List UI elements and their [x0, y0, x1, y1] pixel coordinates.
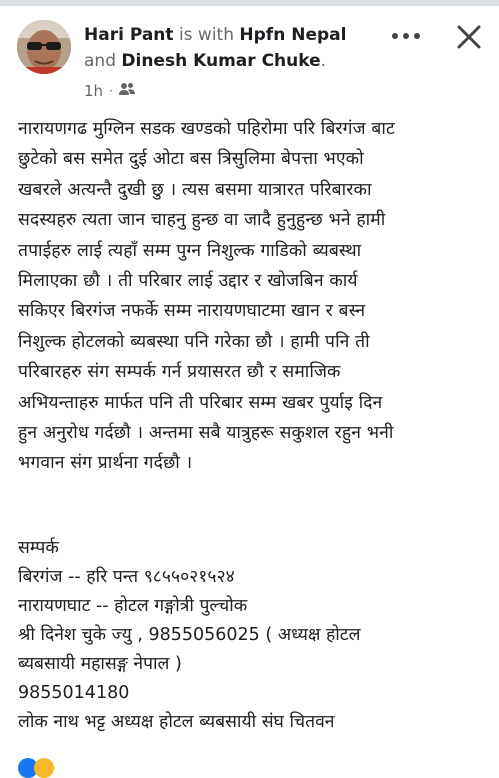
contact-heading: सम्पर्क — [18, 538, 59, 558]
with-text: is with — [173, 25, 240, 45]
contact-line: लोक नाथ भट्ट अध्यक्ष होटल ब्यबसायी संघ चितवन — [18, 712, 335, 732]
post-timestamp[interactable]: 1h — [84, 82, 104, 100]
post-line: सकिएर बिरगंज नफर्के सम्म नारायणघाटमा खान र बस्न — [18, 301, 366, 322]
close-button[interactable] — [452, 20, 486, 54]
post-text — [18, 114, 488, 479]
contact-line: नारायणघाट -- होटल गङ्गोत्री पुल्चोक — [18, 596, 248, 616]
post-author-line-2 — [84, 50, 326, 72]
avatar[interactable] — [17, 20, 71, 74]
contact-line: बिरगंज -- हरि पन्त ९८५५०२१५२४ — [18, 567, 235, 587]
post-line: मिलाएका छौ । ती परिबार लाई उद्दार र खोजबिन कार्य — [18, 271, 358, 292]
post-line: तपाईहरु लाई त्यहाँ सम्म पुग्न निशुल्क गाडिको ब्यबस्था — [18, 240, 362, 261]
sad-reaction-icon — [34, 758, 54, 778]
tagged-person-link[interactable]: Dinesh Kumar Chuke — [121, 51, 321, 71]
post-meta — [84, 82, 135, 100]
contact-line: श्री दिनेश चुके ज्यु , 9855056025 ( अध्यक्ष होटल — [18, 625, 361, 645]
close-icon — [457, 25, 481, 49]
reaction-icons[interactable] — [18, 758, 54, 778]
post-line: नारायणगढ मुग्लिन सडक खण्डको पहिरोमा परि बिरगंज बाट — [18, 119, 395, 139]
period-text: . — [320, 51, 327, 71]
post-line: अभियन्ताहरु मार्फत पनि ती परिबार सम्म खबर पुर्याइ दिन — [18, 392, 383, 413]
post-line: निशुल्क होटलको ब्यबस्था पनि गरेका छौ । हामी पनि ती — [18, 331, 370, 352]
more-options-button[interactable] — [386, 22, 426, 50]
post-line: भगवान संग प्रार्थना गर्दछौ । — [18, 453, 193, 474]
friends-icon[interactable] — [119, 82, 135, 100]
contact-section — [18, 534, 488, 737]
contact-phone[interactable]: 9855014180 — [18, 683, 130, 703]
separator-dot: · — [109, 84, 113, 98]
more-options-icon — [391, 32, 421, 40]
contact-line: ब्यबसायी महासङ्ग नेपाल ) — [18, 654, 182, 674]
tagged-page-link[interactable]: Hpfn Nepal — [239, 25, 347, 45]
post-line: खबरले अत्यन्तै दुखी छु । त्यस बसमा यात्रारत परिबारका — [18, 179, 372, 200]
post-line: परिबारहरु संग सम्पर्क गर्न प्रयासरत छौ र समाजिक — [18, 362, 341, 383]
post-line: छुटेको बस समेत दुई ओटा बस त्रिसुलिमा बेपत्ता भएको — [18, 149, 364, 170]
author-name-link[interactable]: Hari Pant — [84, 25, 174, 45]
post-author-line — [84, 24, 346, 46]
post-line: हुन अनुरोध गर्दछौ । अन्तमा सबै यात्रुहरू सकुशल रहुन भनी — [18, 423, 394, 444]
post-header — [0, 6, 499, 106]
post-line: सदस्यहरु त्यता जान चाहनु हुन्छ वा जादै हुनुहुन्छ भने हामी — [18, 210, 386, 231]
and-text: and — [84, 51, 122, 71]
avatar-image — [17, 20, 71, 74]
